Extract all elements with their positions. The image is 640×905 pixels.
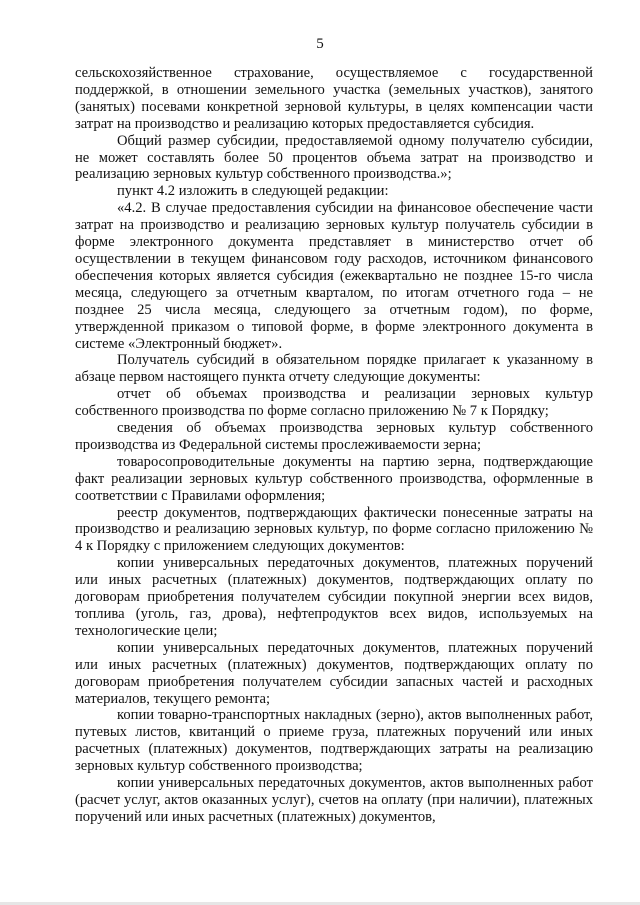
paragraph: сведения об объемах производства зерновых культур собственного производства из Федеральной системы прослеживаемости зерна; bbox=[75, 420, 593, 453]
paragraph: копии универсальных передаточных документов, платежных поручений или иных расчетных (платежных) документов, подтверждающих оплату по договорам приобретения получателем субсидии покупной энергии всех видов, топлива (уголь, газ, дрова), нефтепродуктов всех видов, используемых на технологические цели; bbox=[75, 555, 593, 639]
paragraph: Получатель субсидий в обязательном порядке прилагает к указанному в абзаце первом настоящего пункта отчету следующие документы: bbox=[75, 352, 593, 386]
document-body bbox=[75, 65, 593, 826]
paragraph: пункт 4.2 изложить в следующей редакции: bbox=[117, 183, 389, 200]
paragraph: товаросопроводительные документы на партию зерна, подтверждающие факт реализации зерновых культур собственного производства, оформленные в соответствии с Правилами оформления; bbox=[75, 453, 593, 504]
paragraph: сельскохозяйственное страхование, осуществляемое с государственной поддержкой, в отношении земельного участка (земельных участков), занятого (занятых) посевами конкретной зерновой культуры, в целях компенсации части затрат на производство и реализацию которых предоставляется субсидия. bbox=[75, 65, 593, 132]
paragraph: Общий размер субсидии, предоставляемой одному получателю субсидии, не может составлять более 50 процентов объема затрат на производство и реализацию зерновых культур собственного производства.»; bbox=[75, 132, 593, 183]
paragraph: реестр документов, подтверждающих фактически понесенные затраты на производство и реализацию зерновых культур, по форме согласно приложению № 4 к Порядку с приложением следующих документов: bbox=[75, 504, 593, 555]
paragraph: «4.2. В случае предоставления субсидии на финансовое обеспечение части затрат на производство и реализацию зерновых культур получатель субсидии в форме электронного документа представляет в министерство отчет об осуществлении в текущем финансовом году расходов, источником финансового обеспечения которых является субсидия (ежеквартально не позднее 15-го числа месяца, следующего за отчетным кварталом, по итогам отчетного года – не позднее 25 числа месяца, следующего за отчетным годом), по форме, утвержденной приказом о типовой форме, в форме электронного документа в системе «Электронный бюджет». bbox=[75, 200, 593, 352]
page-number: 5 bbox=[316, 36, 324, 52]
paragraph: отчет об объемах производства и реализации зерновых культур собственного производства по форме согласно приложению № 7 к Порядку; bbox=[75, 386, 593, 420]
paragraph: копии товарно-транспортных накладных (зерно), актов выполненных работ, путевых листов, квитанций о приеме груза, платежных поручений или иных расчетных (платежных) документов, подтверждающих затраты на реализацию зерновых культур собственного производства; bbox=[75, 707, 593, 775]
paragraph: копии универсальных передаточных документов, актов выполненных работ (расчет услуг, актов оказанных услуг), счетов на оплату (при наличии), платежных поручений или иных расчетных (платежных) документов, bbox=[75, 775, 593, 825]
paragraph: копии универсальных передаточных документов, платежных поручений или иных расчетных (платежных) документов, подтверждающих оплату по договорам приобретения получателем субсидии запасных частей и расходных материалов, текущего ремонта; bbox=[75, 639, 593, 707]
